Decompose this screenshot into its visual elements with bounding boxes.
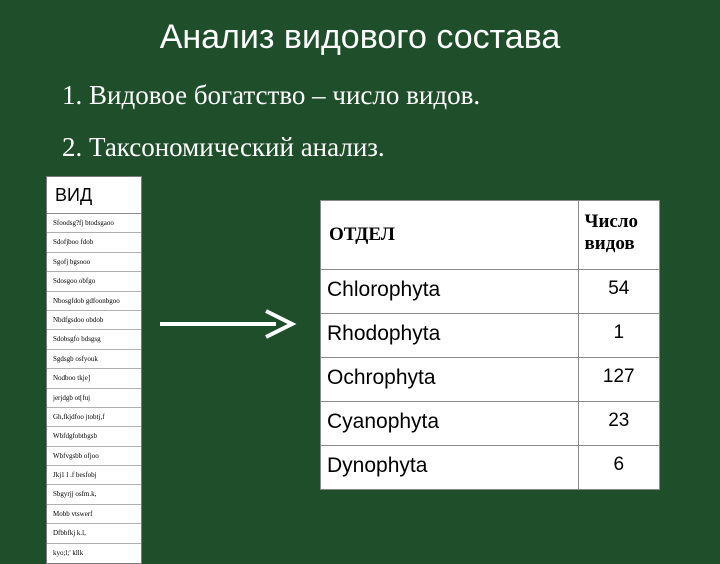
division-name: Rhodophyta: [321, 314, 579, 358]
species-row: Gh,fkjdfoo jtobtj,f: [47, 408, 141, 427]
count-column-header: Число видов: [578, 201, 659, 270]
species-row: kyo;l;' kllk: [53, 548, 84, 557]
point-species-richness: 1. Видовое богатство – число видов.: [62, 80, 481, 110]
division-name: Cyanophyta: [321, 402, 579, 446]
species-table-header: ВИД: [47, 177, 141, 214]
species-row: Nodboo tkje]: [47, 369, 141, 388]
species-row: Nbosgfdob gdfoonbgoo: [47, 292, 141, 311]
species-count: 54: [578, 270, 659, 314]
table-row: [321, 358, 660, 402]
division-table: [320, 200, 660, 490]
species-row: Wbfvgsbb ofjoo: [47, 447, 141, 466]
species-row: Mobb vtswerf: [47, 505, 141, 524]
species-row: jerjdgb ot[fuj: [47, 389, 141, 408]
slide-title: Анализ видового состава: [159, 18, 561, 56]
table-row: [321, 270, 660, 314]
division-table-header-row: [321, 201, 660, 270]
species-row: Wbfdgfobtbgsb: [47, 427, 141, 446]
species-row: Sgofj bgsooo: [47, 253, 141, 272]
division-name: Ochrophyta: [321, 358, 579, 402]
species-count: 127: [578, 358, 659, 402]
right-arrow-icon: [158, 306, 298, 342]
division-name: Dynophyta: [321, 446, 579, 490]
species-count: 6: [578, 446, 659, 490]
species-row: Sdosgoo obfgo: [47, 272, 141, 291]
species-row: Sdobsgfo bdsgsg: [47, 330, 141, 349]
table-row: [321, 446, 660, 490]
species-row: Nbdfgsdoo obdob: [47, 311, 141, 330]
point-taxonomic-analysis: 2. Таксономический анализ.: [62, 132, 385, 162]
division-column-header: ОТДЕЛ: [321, 201, 579, 270]
species-table: [46, 176, 142, 564]
table-row: [321, 402, 660, 446]
species-count: 23: [578, 402, 659, 446]
species-row: Sgdsgb osfyouk: [47, 350, 141, 369]
species-row: Sbgyrjj osfm.k,: [47, 485, 141, 504]
species-row: Dfbbfkj k.l,: [47, 524, 141, 543]
species-row: Sfoodsg?fj btodsgaoo: [47, 214, 141, 233]
table-row: [321, 314, 660, 358]
species-row: Sdofjboo fdob: [47, 233, 141, 252]
species-count: 1: [578, 314, 659, 358]
division-name: Chlorophyta: [321, 270, 579, 314]
species-row: Jkj1 l .f besfobj: [47, 466, 141, 485]
